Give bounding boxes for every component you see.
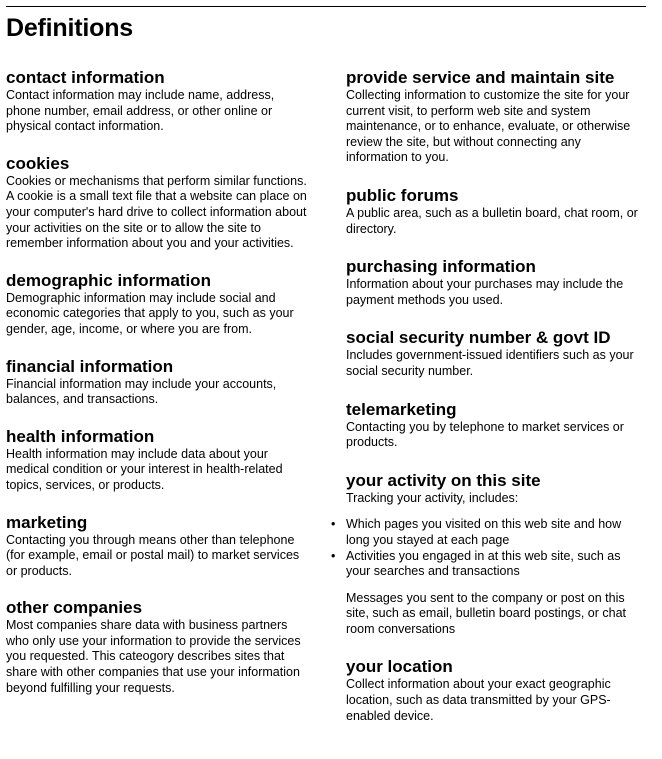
term-definition-extra: Messages you sent to the company or post on this site, such as email, bulletin board postings, or chat room conversations	[346, 590, 627, 636]
term-heading: your activity on this site	[346, 470, 541, 490]
definition-telemarketing	[346, 400, 646, 451]
term-definition: Contact information may include name, address, phone number, email address, or other online or physical contact information.	[6, 88, 275, 134]
activity-bullet-list	[346, 517, 646, 579]
page-title: Definitions	[6, 14, 133, 42]
definition-provide-service	[346, 68, 646, 166]
definition-your-location	[346, 657, 646, 724]
term-definition: Health information may include data about your medical condition or your interest in health-related topics, services, or products.	[6, 446, 283, 492]
definition-contact-information	[6, 68, 311, 135]
term-heading: provide service and maintain site	[346, 68, 615, 87]
term-heading: your location	[346, 657, 453, 677]
term-definition: Contacting you through means other than telephone (for example, email or postal mail) to market services or products.	[6, 532, 300, 578]
definition-ssn-govt-id	[346, 328, 646, 379]
term-definition: Collecting information to customize the site for your current visit, to perform web site and system maintenance, or to enhance, evaluate, or otherwise review the site, but without connecting any information to you.	[346, 88, 631, 165]
term-definition: Cookies or mechanisms that perform similar functions. A cookie is a small text file that a website can place on your computer's hard drive to collect information about your activities on the site or to allow the site to remember information about you and your activities.	[6, 173, 307, 251]
list-item: • Which pages you visited on this web site and how long you stayed at each page	[346, 517, 646, 548]
term-definition: Contacting you by telephone to market services or products.	[346, 419, 624, 450]
top-divider	[6, 6, 646, 7]
term-heading: contact information	[6, 68, 165, 87]
right-column	[346, 68, 646, 744]
definition-financial-information	[6, 357, 311, 408]
term-definition: Financial information may include your accounts, balances, and transactions.	[6, 376, 277, 407]
left-column	[6, 68, 311, 715]
term-heading: health information	[6, 426, 155, 446]
term-definition: Includes government-issued identifiers such as your social security number.	[346, 348, 634, 378]
list-item: • Activities you engaged in at this web site, such as your searches and transactions	[346, 549, 646, 580]
term-heading: marketing	[6, 512, 88, 532]
term-heading: purchasing information	[346, 257, 536, 277]
term-definition: Collect information about your exact geographic location, such as data transmitted by your GPS-enabled device.	[346, 677, 611, 723]
term-heading: social security number & govt ID	[346, 328, 611, 348]
term-heading: financial information	[6, 356, 174, 376]
definition-cookies	[6, 154, 311, 252]
term-definition: Information about your purchases may include the payment methods you used.	[346, 277, 624, 307]
definition-demographic-information	[6, 271, 311, 338]
term-definition: Most companies share data with business partners who only use your information to provide the services you requested. This cateogory describes sites that share with other companies that use your information beyond fulfilling your requests.	[6, 618, 301, 695]
term-heading: public forums	[346, 185, 459, 205]
definition-public-forums	[346, 186, 646, 237]
definition-your-activity	[346, 471, 646, 638]
term-definition: Demographic information may include social and economic categories that apply to you, such as your gender, age, income, or where you are from.	[6, 290, 294, 336]
definition-other-companies	[6, 598, 311, 696]
definition-health-information	[6, 427, 311, 494]
term-definition: Tracking your activity, includes:	[346, 490, 519, 505]
term-heading: other companies	[6, 598, 143, 618]
term-definition: A public area, such as a bulletin board, chat room, or directory.	[346, 205, 638, 236]
term-heading: cookies	[6, 153, 70, 173]
definition-marketing	[6, 513, 311, 580]
term-heading: demographic information	[6, 270, 211, 290]
definition-purchasing-information	[346, 257, 646, 308]
term-heading: telemarketing	[346, 399, 457, 419]
